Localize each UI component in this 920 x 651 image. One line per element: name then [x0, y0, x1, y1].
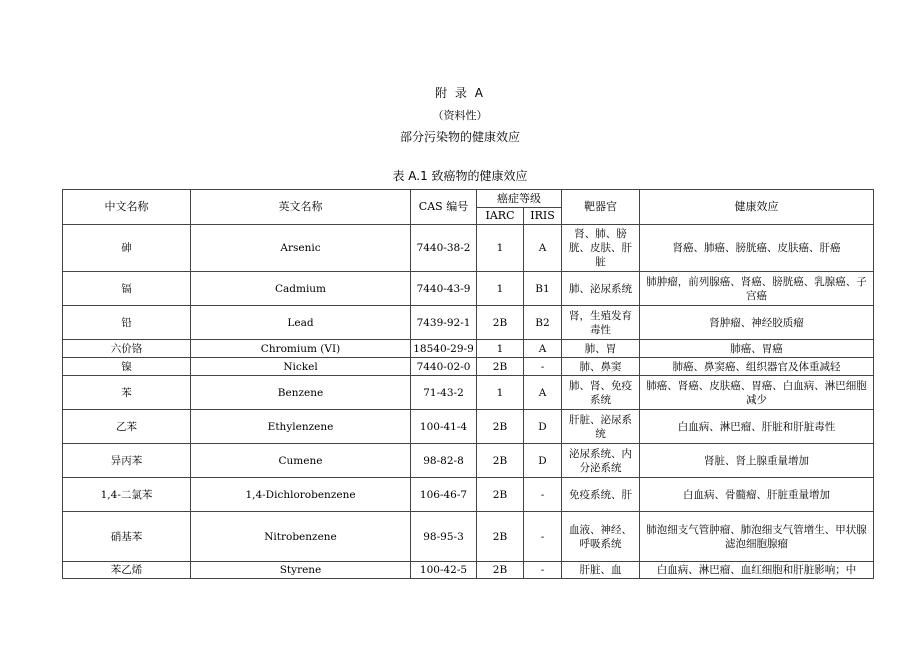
cell-iris: -: [524, 562, 562, 579]
cell-effects: 肺癌、肾癌、皮肤癌、胃癌、白血病、淋巴细胞减少: [640, 376, 874, 410]
cell-effects: 肺泡细支气管肿瘤、肺泡细支气管增生、甲状腺滤泡细胞腺瘤: [640, 512, 874, 562]
cell-cn-name: 苯: [63, 376, 191, 410]
table-row: [63, 272, 874, 306]
cell-iarc: 2B: [477, 562, 524, 579]
cell-target: 肺、泌尿系统: [562, 272, 640, 306]
cell-cas: 100-42-5: [411, 562, 477, 579]
cell-target: 肾、肺、膀胱、皮肤、肝脏: [562, 225, 640, 272]
table-row: [63, 340, 874, 358]
cell-iris: A: [524, 376, 562, 410]
cell-iarc: 2B: [477, 444, 524, 478]
cell-en-name: 1,4-Dichlorobenzene: [191, 478, 411, 512]
cell-cn-name: 六价铬: [63, 340, 191, 358]
cell-en-name: Arsenic: [191, 225, 411, 272]
cell-iris: A: [524, 340, 562, 358]
cell-target: 泌尿系统、内分泌系统: [562, 444, 640, 478]
cell-en-name: Nickel: [191, 358, 411, 376]
cell-cn-name: 乙苯: [63, 410, 191, 444]
header-cn-name: 中文名称: [63, 190, 191, 225]
cell-iarc: 2B: [477, 512, 524, 562]
cell-iarc: 2B: [477, 478, 524, 512]
header-iris: IRIS: [524, 208, 562, 225]
cell-target: 血液、神经、呼吸系统: [562, 512, 640, 562]
cell-cn-name: 砷: [63, 225, 191, 272]
cell-iarc: 2B: [477, 358, 524, 376]
cell-cas: 7440-02-0: [411, 358, 477, 376]
cell-target: 免疫系统、肝: [562, 478, 640, 512]
cell-en-name: Cadmium: [191, 272, 411, 306]
cell-target: 肝脏、血: [562, 562, 640, 579]
cell-effects: 肺癌、胃癌: [640, 340, 874, 358]
header-cas: CAS 编号: [411, 190, 477, 225]
cell-target: 肾，生殖发育毒性: [562, 306, 640, 340]
table-caption: 表 A.1 致癌物的健康效应: [392, 169, 528, 183]
table-container: [62, 189, 874, 579]
header-target: 靶器官: [562, 190, 640, 225]
cell-cas: 7439-92-1: [411, 306, 477, 340]
header-effects: 健康效应: [640, 190, 874, 225]
cell-effects: 肺癌、鼻窦癌、组织器官及体重减轻: [640, 358, 874, 376]
cell-en-name: Styrene: [191, 562, 411, 579]
cell-effects: 肾脏、肾上腺重量增加: [640, 444, 874, 478]
cell-en-name: Chromium (VI): [191, 340, 411, 358]
appendix-subtitle: 部分污染物的健康效应: [399, 130, 520, 144]
cell-iarc: 2B: [477, 306, 524, 340]
cell-cas: 106-46-7: [411, 478, 477, 512]
cell-en-name: Benzene: [191, 376, 411, 410]
cell-cn-name: 镍: [63, 358, 191, 376]
cell-target: 肺、胃: [562, 340, 640, 358]
table-row: [63, 376, 874, 410]
cell-target: 肺、鼻窦: [562, 358, 640, 376]
cell-cn-name: 硝基苯: [63, 512, 191, 562]
table-row: [63, 478, 874, 512]
header-iarc: IARC: [477, 208, 524, 225]
cell-iarc: 1: [477, 376, 524, 410]
cell-iris: -: [524, 512, 562, 562]
cell-target: 肝脏、泌尿系统: [562, 410, 640, 444]
appendix-note: （资料性）: [432, 109, 488, 122]
table-row: [63, 444, 874, 478]
table-row: [63, 306, 874, 340]
cell-cas: 98-95-3: [411, 512, 477, 562]
cell-effects: 肺肿瘤，前列腺癌、肾癌、膀胱癌、乳腺癌、子宫癌: [640, 272, 874, 306]
cell-cas: 71-43-2: [411, 376, 477, 410]
cell-cn-name: 1,4-二氯苯: [63, 478, 191, 512]
cell-cas: 100-41-4: [411, 410, 477, 444]
carcinogen-table: [62, 189, 874, 579]
cell-iris: D: [524, 410, 562, 444]
cell-cas: 7440-43-9: [411, 272, 477, 306]
header-cancer-grade: 癌症等级: [477, 190, 562, 208]
cell-cn-name: 铅: [63, 306, 191, 340]
table-row: [63, 225, 874, 272]
appendix-title: 附 录 A: [435, 86, 485, 100]
cell-en-name: Lead: [191, 306, 411, 340]
cell-iarc: 2B: [477, 410, 524, 444]
cell-iris: B1: [524, 272, 562, 306]
cell-cn-name: 苯乙烯: [63, 562, 191, 579]
cell-en-name: Ethylenzene: [191, 410, 411, 444]
table-row: [63, 562, 874, 579]
cell-en-name: Nitrobenzene: [191, 512, 411, 562]
cell-iarc: 1: [477, 225, 524, 272]
cell-en-name: Cumene: [191, 444, 411, 478]
cell-iris: -: [524, 478, 562, 512]
table-row: [63, 410, 874, 444]
cell-cas: 7440-38-2: [411, 225, 477, 272]
cell-cas: 18540-29-9: [411, 340, 477, 358]
cell-iarc: 1: [477, 340, 524, 358]
cell-effects: 肾肿瘤、神经胶质瘤: [640, 306, 874, 340]
cell-iris: -: [524, 358, 562, 376]
cell-iris: A: [524, 225, 562, 272]
cell-target: 肺、肾、免疫系统: [562, 376, 640, 410]
table-row: [63, 358, 874, 376]
cell-cas: 98-82-8: [411, 444, 477, 478]
cell-effects: 白血病、骨髓瘤、肝脏重量增加: [640, 478, 874, 512]
table-row: [63, 512, 874, 562]
cell-cn-name: 异丙苯: [63, 444, 191, 478]
cell-iris: D: [524, 444, 562, 478]
cell-iris: B2: [524, 306, 562, 340]
cell-effects: 白血病、淋巴瘤、血红细胞和肝脏影响；中: [640, 562, 874, 579]
cell-iarc: 1: [477, 272, 524, 306]
cell-effects: 肾癌、肺癌、膀胱癌、皮肤癌、肝癌: [640, 225, 874, 272]
header-en-name: 英文名称: [191, 190, 411, 225]
cell-cn-name: 镉: [63, 272, 191, 306]
cell-effects: 白血病、淋巴瘤、肝脏和肝脏毒性: [640, 410, 874, 444]
